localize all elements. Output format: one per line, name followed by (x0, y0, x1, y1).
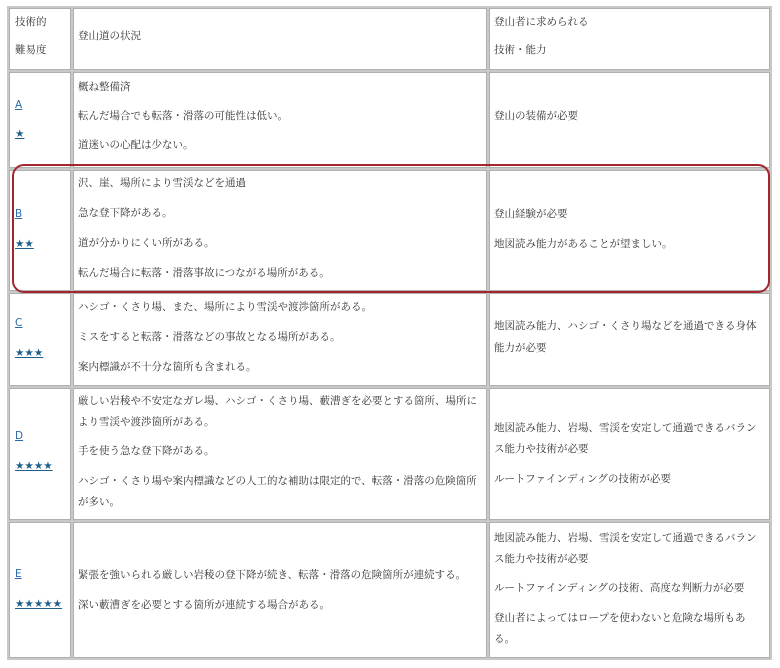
stars-link-a[interactable]: ★ (15, 128, 25, 140)
requirement-cell-c (489, 293, 770, 386)
requirement-cell-d (489, 388, 770, 520)
header-requirement-line1: 登山者に求められる (494, 16, 589, 28)
grade-link-c[interactable]: C (15, 317, 23, 329)
requirement-line: ス能力や技術が必要 (494, 443, 589, 455)
requirement-line: ス能力や技術が必要 (494, 553, 589, 565)
condition-line: より雪渓や渡渉箇所がある。 (78, 416, 215, 428)
condition-line: ミスをすると転落・滑落などの事故となる場所がある。 (78, 331, 341, 343)
header-level-cell (9, 8, 71, 70)
condition-line: 沢、崖、場所により雪渓などを通過 (78, 177, 246, 189)
requirement-cell-b (489, 170, 770, 291)
stars-link-c[interactable]: ★★★ (15, 347, 44, 359)
requirement-line: 登山者によってはロープを使わないと危険な場所もあ (494, 612, 746, 624)
header-level-line2: 難易度 (15, 44, 47, 56)
level-cell-b (9, 170, 71, 291)
condition-line: ハシゴ・くさり場や案内標識などの人工的な補助は限定的で、転落・滑落の危険箇所 (78, 475, 477, 487)
condition-line: 緊張を強いられる厳しい岩稜の登下降が続き、転落・滑落の危険箇所が連続する。 (78, 569, 467, 581)
requirement-line: 登山経験が必要 (494, 208, 568, 220)
condition-line: 急な登下降がある。 (78, 207, 173, 219)
requirement-line: る。 (494, 633, 515, 645)
condition-line: 道が分かりにくい所がある。 (78, 237, 215, 249)
grade-link-b[interactable]: B (15, 208, 23, 220)
grade-link-d[interactable]: D (15, 430, 24, 442)
header-condition-label: 登山道の状況 (78, 30, 141, 42)
condition-cell-c (73, 293, 487, 386)
level-cell-e (9, 522, 71, 658)
requirement-line: 地図読み能力、岩場、雪渓を安定して通過できるバラン (494, 422, 757, 434)
condition-cell-a (73, 72, 487, 168)
requirement-line: 地図読み能力、岩場、雪渓を安定して通過できるバラン (494, 532, 757, 544)
requirement-line: 登山の装備が必要 (494, 110, 578, 122)
stars-link-e[interactable]: ★★★★★ (15, 598, 63, 610)
header-requirement-line2: 技術・能力 (494, 44, 547, 56)
condition-line: 道迷いの心配は少ない。 (78, 139, 194, 151)
requirement-line: ルートファインディングの技術、高度な判断力が必要 (494, 582, 745, 594)
requirement-cell-a (489, 72, 770, 168)
condition-line: 深い藪漕ぎを必要とする箇所が連続する場合がある。 (78, 599, 330, 611)
grade-link-e[interactable]: E (15, 568, 22, 580)
stars-link-d[interactable]: ★★★★ (15, 460, 53, 472)
grade-link-a[interactable]: A (15, 99, 23, 111)
condition-line: 転んだ場合でも転落・滑落の可能性は低い。 (78, 110, 288, 122)
condition-line: 厳しい岩稜や不安定なガレ場、ハシゴ・くさり場、藪漕ぎを必要とする箇所、場所に (78, 395, 477, 407)
requirement-line: ルートファインディングの技術が必要 (494, 473, 671, 485)
header-condition-cell (73, 8, 487, 70)
requirement-line: 能力が必要 (494, 342, 547, 354)
condition-line: が多い。 (78, 496, 120, 508)
header-requirement-cell (489, 8, 770, 70)
stars-link-b[interactable]: ★★ (15, 238, 34, 250)
condition-cell-d (73, 388, 487, 520)
difficulty-table (7, 6, 772, 660)
condition-line: 手を使う急な登下降がある。 (78, 445, 215, 457)
condition-line: 転んだ場合に転落・滑落事故につながる場所がある。 (78, 267, 330, 279)
level-cell-a (9, 72, 71, 168)
condition-cell-b (73, 170, 487, 291)
level-cell-d (9, 388, 71, 520)
level-cell-c (9, 293, 71, 386)
condition-line: 概ね整備済 (78, 81, 131, 93)
requirement-cell-e (489, 522, 770, 658)
condition-line: 案内標識が不十分な箇所も含まれる。 (78, 361, 257, 373)
condition-cell-e (73, 522, 487, 658)
header-level-line1: 技術的 (15, 16, 47, 28)
condition-line: ハシゴ・くさり場、また、場所により雪渓や渡渉箇所がある。 (78, 301, 372, 313)
requirement-line: 地図読み能力、ハシゴ・くさり場などを通過できる身体 (494, 320, 757, 332)
requirement-line: 地図読み能力があることが望ましい。 (494, 238, 673, 250)
